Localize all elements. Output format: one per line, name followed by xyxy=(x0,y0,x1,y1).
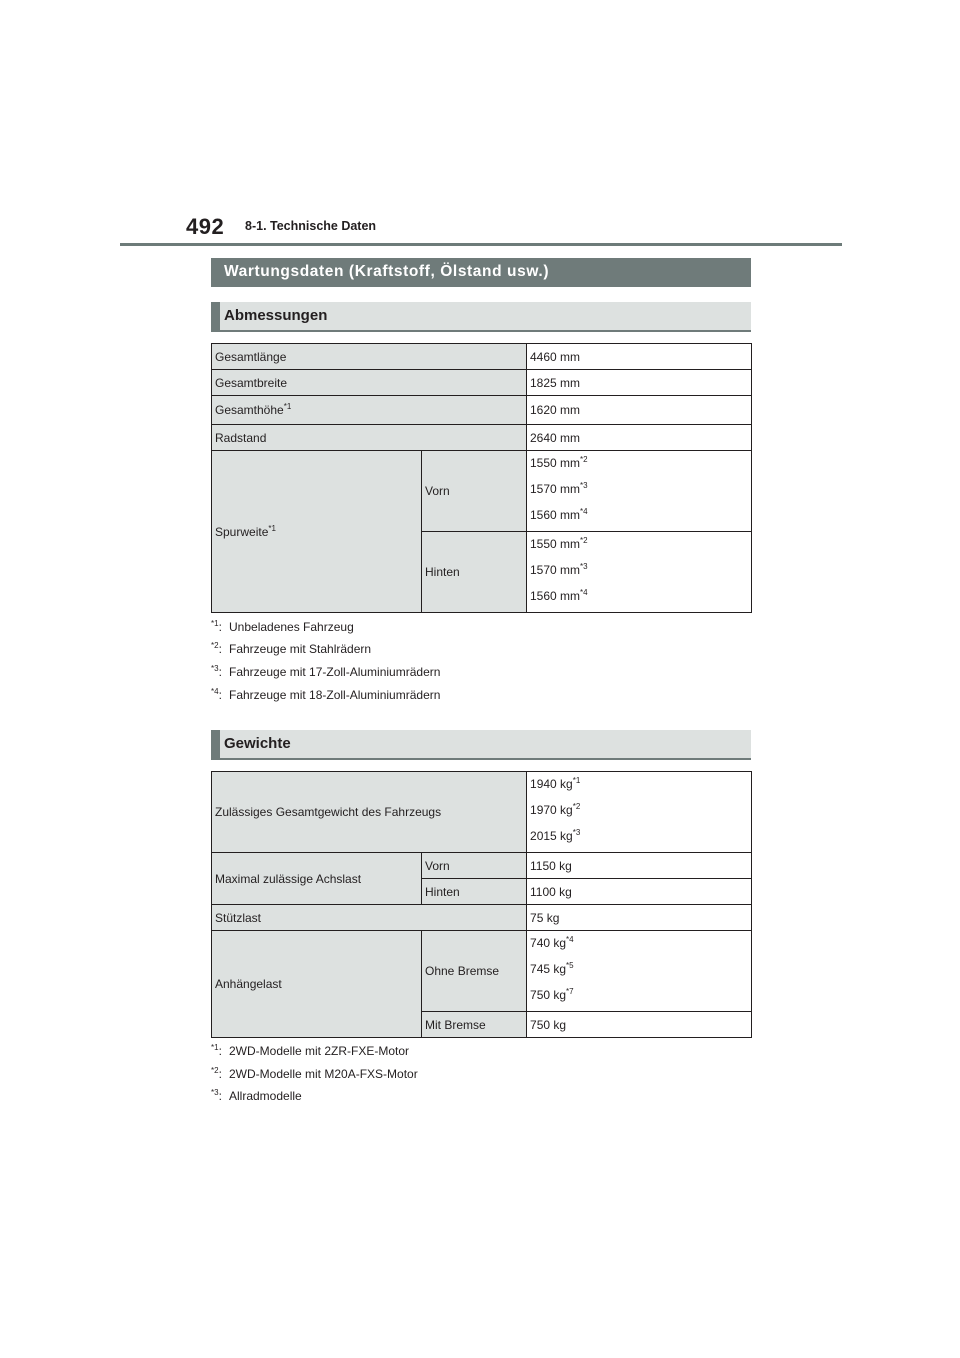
row-label: Stützlast xyxy=(212,905,527,931)
footnote: $^{*3}$: Fahrzeuge mit 17-Zoll-Aluminiumrädern xyxy=(211,664,441,679)
row-label: Gesamtlänge xyxy=(212,344,527,370)
footnote-text: Fahrzeuge mit 18-Zoll-Aluminiumrädern xyxy=(229,688,441,702)
footnote-text: Allradmodelle xyxy=(229,1089,302,1103)
dimensions-heading: Abmessungen xyxy=(211,302,751,332)
value-line xyxy=(530,504,748,530)
value-line xyxy=(530,559,748,585)
value-line xyxy=(530,958,748,984)
table-row xyxy=(212,451,752,532)
footnote-mark: *3 xyxy=(211,664,219,673)
footnote-text: Fahrzeuge mit Stahlrädern xyxy=(229,642,372,656)
weights-table xyxy=(211,771,752,1038)
section-title-banner: Wartungsdaten (Kraftstoff, Ölstand usw.) xyxy=(211,258,751,287)
footnote-mark: *7 xyxy=(566,987,574,996)
dimensions-table xyxy=(211,343,752,613)
footnote-mark: *2 xyxy=(572,802,581,811)
footnote: $^{*2}$: 2WD-Modelle mit M20A-FXS-Motor xyxy=(211,1066,418,1081)
row-value: 1100 kg xyxy=(527,879,752,905)
page-number: 492 xyxy=(186,214,225,239)
row-value: 75 kg xyxy=(527,905,752,931)
row-label: Zulässiges Gesamtgewicht des Fahrzeugs xyxy=(212,772,527,853)
footnote-mark: *3 xyxy=(580,481,588,490)
row-label: Anhängelast xyxy=(212,931,422,1038)
footnote-mark: *1 xyxy=(211,619,219,628)
footnote-text: Fahrzeuge mit 17-Zoll-Aluminiumrädern xyxy=(229,665,441,679)
weights-heading: Gewichte xyxy=(211,730,751,760)
row-label xyxy=(212,451,422,613)
header-divider xyxy=(120,243,842,246)
sub-label: Vorn xyxy=(422,451,527,532)
sub-label: Hinten xyxy=(422,532,527,613)
row-value: 1825 mm xyxy=(527,370,752,396)
label-text: Gesamthöhe xyxy=(215,403,284,417)
footnote-mark: *1 xyxy=(211,1043,219,1052)
footnote-mark: *2 xyxy=(580,536,588,545)
row-label: Radstand xyxy=(212,425,527,451)
value-text: 1970 kg xyxy=(530,803,573,817)
footnote-text: 2WD-Modelle mit M20A-FXS-Motor xyxy=(229,1067,418,1081)
footnote: $^{*1}$: Unbeladenes Fahrzeug xyxy=(211,619,354,634)
chapter-title: 8-1. Technische Daten xyxy=(245,219,377,233)
value-text: 1560 mm xyxy=(530,508,581,522)
sub-label: Ohne Bremse xyxy=(422,931,527,1012)
value-line xyxy=(530,452,748,478)
row-label xyxy=(212,396,527,425)
value-line xyxy=(530,799,748,825)
value-text: 1940 kg xyxy=(530,777,573,791)
footnote: $^{*1}$: 2WD-Modelle mit 2ZR-FXE-Motor xyxy=(211,1043,410,1058)
value-line xyxy=(530,932,748,958)
row-value: 4460 mm xyxy=(527,344,752,370)
value-line xyxy=(530,533,748,559)
value-line xyxy=(530,585,748,611)
value-text: 1560 mm xyxy=(530,589,581,603)
multi-value-cell xyxy=(527,451,752,532)
footnote-mark: *4 xyxy=(211,687,219,696)
footnote-mark: *1 xyxy=(268,523,276,533)
footnote-mark: *4 xyxy=(566,935,574,944)
multi-value-cell xyxy=(527,772,752,853)
value-text: 1570 mm xyxy=(530,563,581,577)
multi-value-cell xyxy=(527,532,752,613)
value-line xyxy=(530,984,748,1010)
footnote-mark: *1 xyxy=(572,776,581,785)
value-text: 750 kg xyxy=(530,988,567,1002)
row-value: 2640 mm xyxy=(527,425,752,451)
value-text: 745 kg xyxy=(530,962,567,976)
label-text: Spurweite xyxy=(215,524,269,539)
footnote: $^{*2}$: Fahrzeuge mit Stahlrädern xyxy=(211,641,372,656)
table-row xyxy=(212,396,752,425)
value-text: 1550 mm xyxy=(530,456,581,470)
value-text: 740 kg xyxy=(530,936,567,950)
footnote-mark: *5 xyxy=(566,961,574,970)
footnote-mark: *4 xyxy=(580,588,588,597)
sub-label: Hinten xyxy=(422,879,527,905)
value-text: 1570 mm xyxy=(530,482,581,496)
multi-value-cell xyxy=(527,931,752,1012)
table-row xyxy=(212,853,752,879)
table-row xyxy=(212,425,752,451)
row-value: 1620 mm xyxy=(527,396,752,425)
footnote-mark: *4 xyxy=(580,507,588,516)
row-label: Gesamtbreite xyxy=(212,370,527,396)
sub-label: Mit Bremse xyxy=(422,1012,527,1038)
row-label: Maximal zulässige Achslast xyxy=(212,853,422,905)
table-row xyxy=(212,370,752,396)
value-text: 1550 mm xyxy=(530,537,581,551)
footnote-mark: *2 xyxy=(211,641,219,650)
footnote-mark: *1 xyxy=(283,402,292,411)
row-value: 750 kg xyxy=(527,1012,752,1038)
row-value: 1150 kg xyxy=(527,853,752,879)
value-text: 2015 kg xyxy=(530,829,573,843)
table-row xyxy=(212,344,752,370)
value-line xyxy=(530,478,748,504)
sub-label: Vorn xyxy=(422,853,527,879)
value-line xyxy=(530,825,748,851)
table-row xyxy=(212,905,752,931)
footnote-text: 2WD-Modelle mit 2ZR-FXE-Motor xyxy=(229,1044,410,1058)
footnote-mark: *3 xyxy=(211,1088,219,1097)
footnote-mark: *3 xyxy=(572,828,581,837)
footnote-mark: *3 xyxy=(580,562,588,571)
table-row xyxy=(212,772,752,853)
footnote-text: Unbeladenes Fahrzeug xyxy=(229,620,354,634)
footnote-mark: *2 xyxy=(211,1066,219,1075)
table-row xyxy=(212,931,752,1012)
footnote-mark: *2 xyxy=(580,455,588,464)
value-line xyxy=(530,773,748,799)
footnote: $^{*4}$: Fahrzeuge mit 18-Zoll-Aluminiumrädern xyxy=(211,687,441,702)
footnote: $^{*3}$: Allradmodelle xyxy=(211,1088,302,1103)
